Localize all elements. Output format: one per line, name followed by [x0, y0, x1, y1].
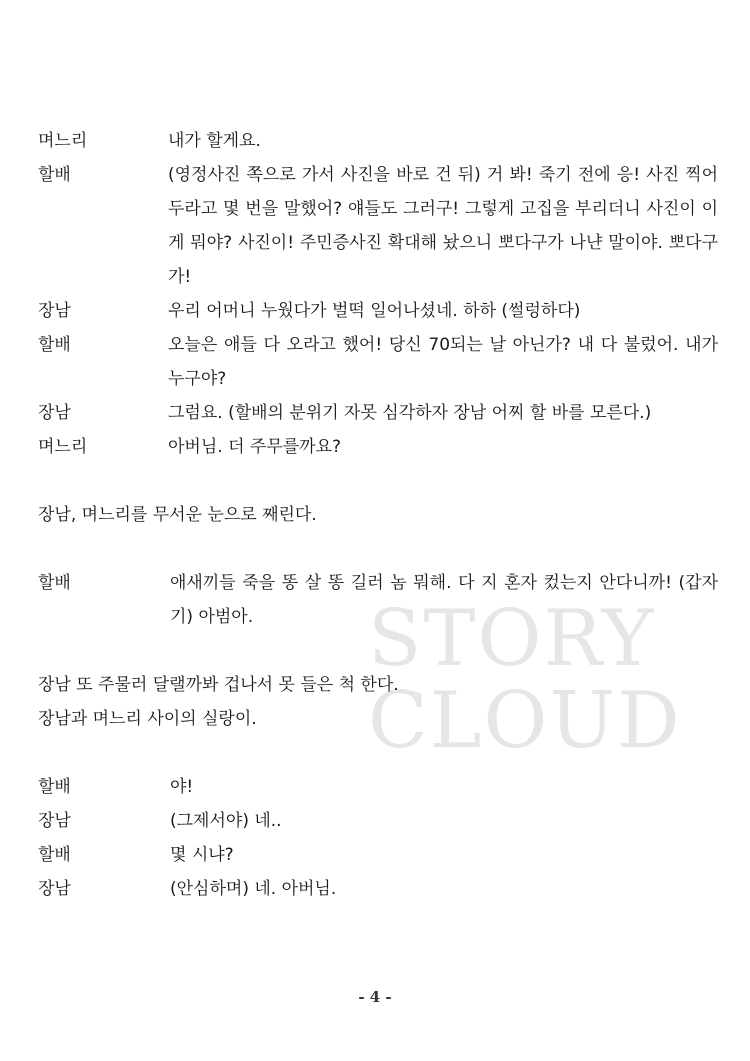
dialogue-row [38, 838, 718, 872]
dialogue-line: 몇 시냐? [170, 845, 234, 865]
dialogue-line: (그제서야) 네.. [170, 811, 282, 831]
dialogue-line: (안심하며) 네. 아버님. [170, 879, 337, 899]
dialogue-row [38, 294, 718, 328]
speaker-name: 장남 [38, 301, 71, 321]
dialogue-row [38, 328, 718, 396]
blank-line [38, 532, 718, 566]
stage-direction: 장남과 며느리 사이의 실랑이. [38, 709, 257, 729]
speaker-name: 장남 [38, 403, 71, 423]
dialogue-line: 우리 어머니 누웠다가 벌떡 일어나셨네. 하하 (썰렁하다) [168, 301, 581, 321]
speaker-name: 며느리 [38, 131, 88, 151]
dialogue-line: 그럼요. (할배의 분위기 자못 심각하자 장남 어찌 할 바를 모른다.) [168, 403, 652, 423]
dialogue-row [38, 430, 718, 464]
speaker-name: 할배 [38, 777, 71, 797]
speaker-name: 할배 [38, 165, 71, 185]
dialogue-row [38, 566, 718, 634]
speaker-name: 장남 [38, 811, 71, 831]
speaker-name: 장남 [38, 879, 71, 899]
script-body [38, 124, 718, 906]
blank-line [38, 634, 718, 668]
speaker-name: 할배 [38, 845, 71, 865]
stage-direction: 장남, 며느리를 무서운 눈으로 째린다. [38, 505, 317, 525]
speaker-name: 할배 [38, 335, 71, 355]
watermark-line-1: STORY [368, 594, 656, 684]
blank-line [38, 464, 718, 498]
dialogue-row [38, 804, 718, 838]
dialogue-line: 야! [170, 777, 194, 797]
speaker-name: 할배 [38, 573, 71, 593]
dialogue-row [38, 770, 718, 804]
dialogue-line: 아버님. 더 주무를까요? [168, 437, 342, 457]
dialogue-row [38, 872, 718, 906]
dialogue-line: 애새끼들 죽을 똥 살 똥 길러 놈 뭐해. 다 지 혼자 컸는지 안다니까! (갑자기) 아범아. [170, 573, 718, 627]
dialogue-line: (영정사진 쪽으로 가서 사진을 바로 건 뒤) 거 봐! 죽기 전에 응! 사진 찍어 두라고 몇 번을 말했어? 얘들도 그러구! 그렇게 고집을 부리더니 사진이 이게 뭐야? 사진이! 주민증사진 확대해 놨으니 뽀다구가 나냔 말이야. 뽀다구가! [168, 165, 718, 287]
dialogue-line: 내가 할게요. [168, 131, 261, 151]
blank-line [38, 736, 718, 770]
speaker-name: 며느리 [38, 437, 88, 457]
page-number: - 4 - [358, 988, 392, 1006]
dialogue-row [38, 158, 718, 294]
dialogue-row [38, 124, 718, 158]
dialogue-line: 오늘은 애들 다 오라고 했어! 당신 70되는 날 아닌가? 내 다 불렀어. 내가 누구야? [168, 335, 718, 389]
stage-direction: 장남 또 주물러 달랠까봐 겁나서 못 들은 척 한다. [38, 675, 399, 695]
watermark-line-2: CLOUD [368, 676, 682, 766]
dialogue-row [38, 396, 718, 430]
